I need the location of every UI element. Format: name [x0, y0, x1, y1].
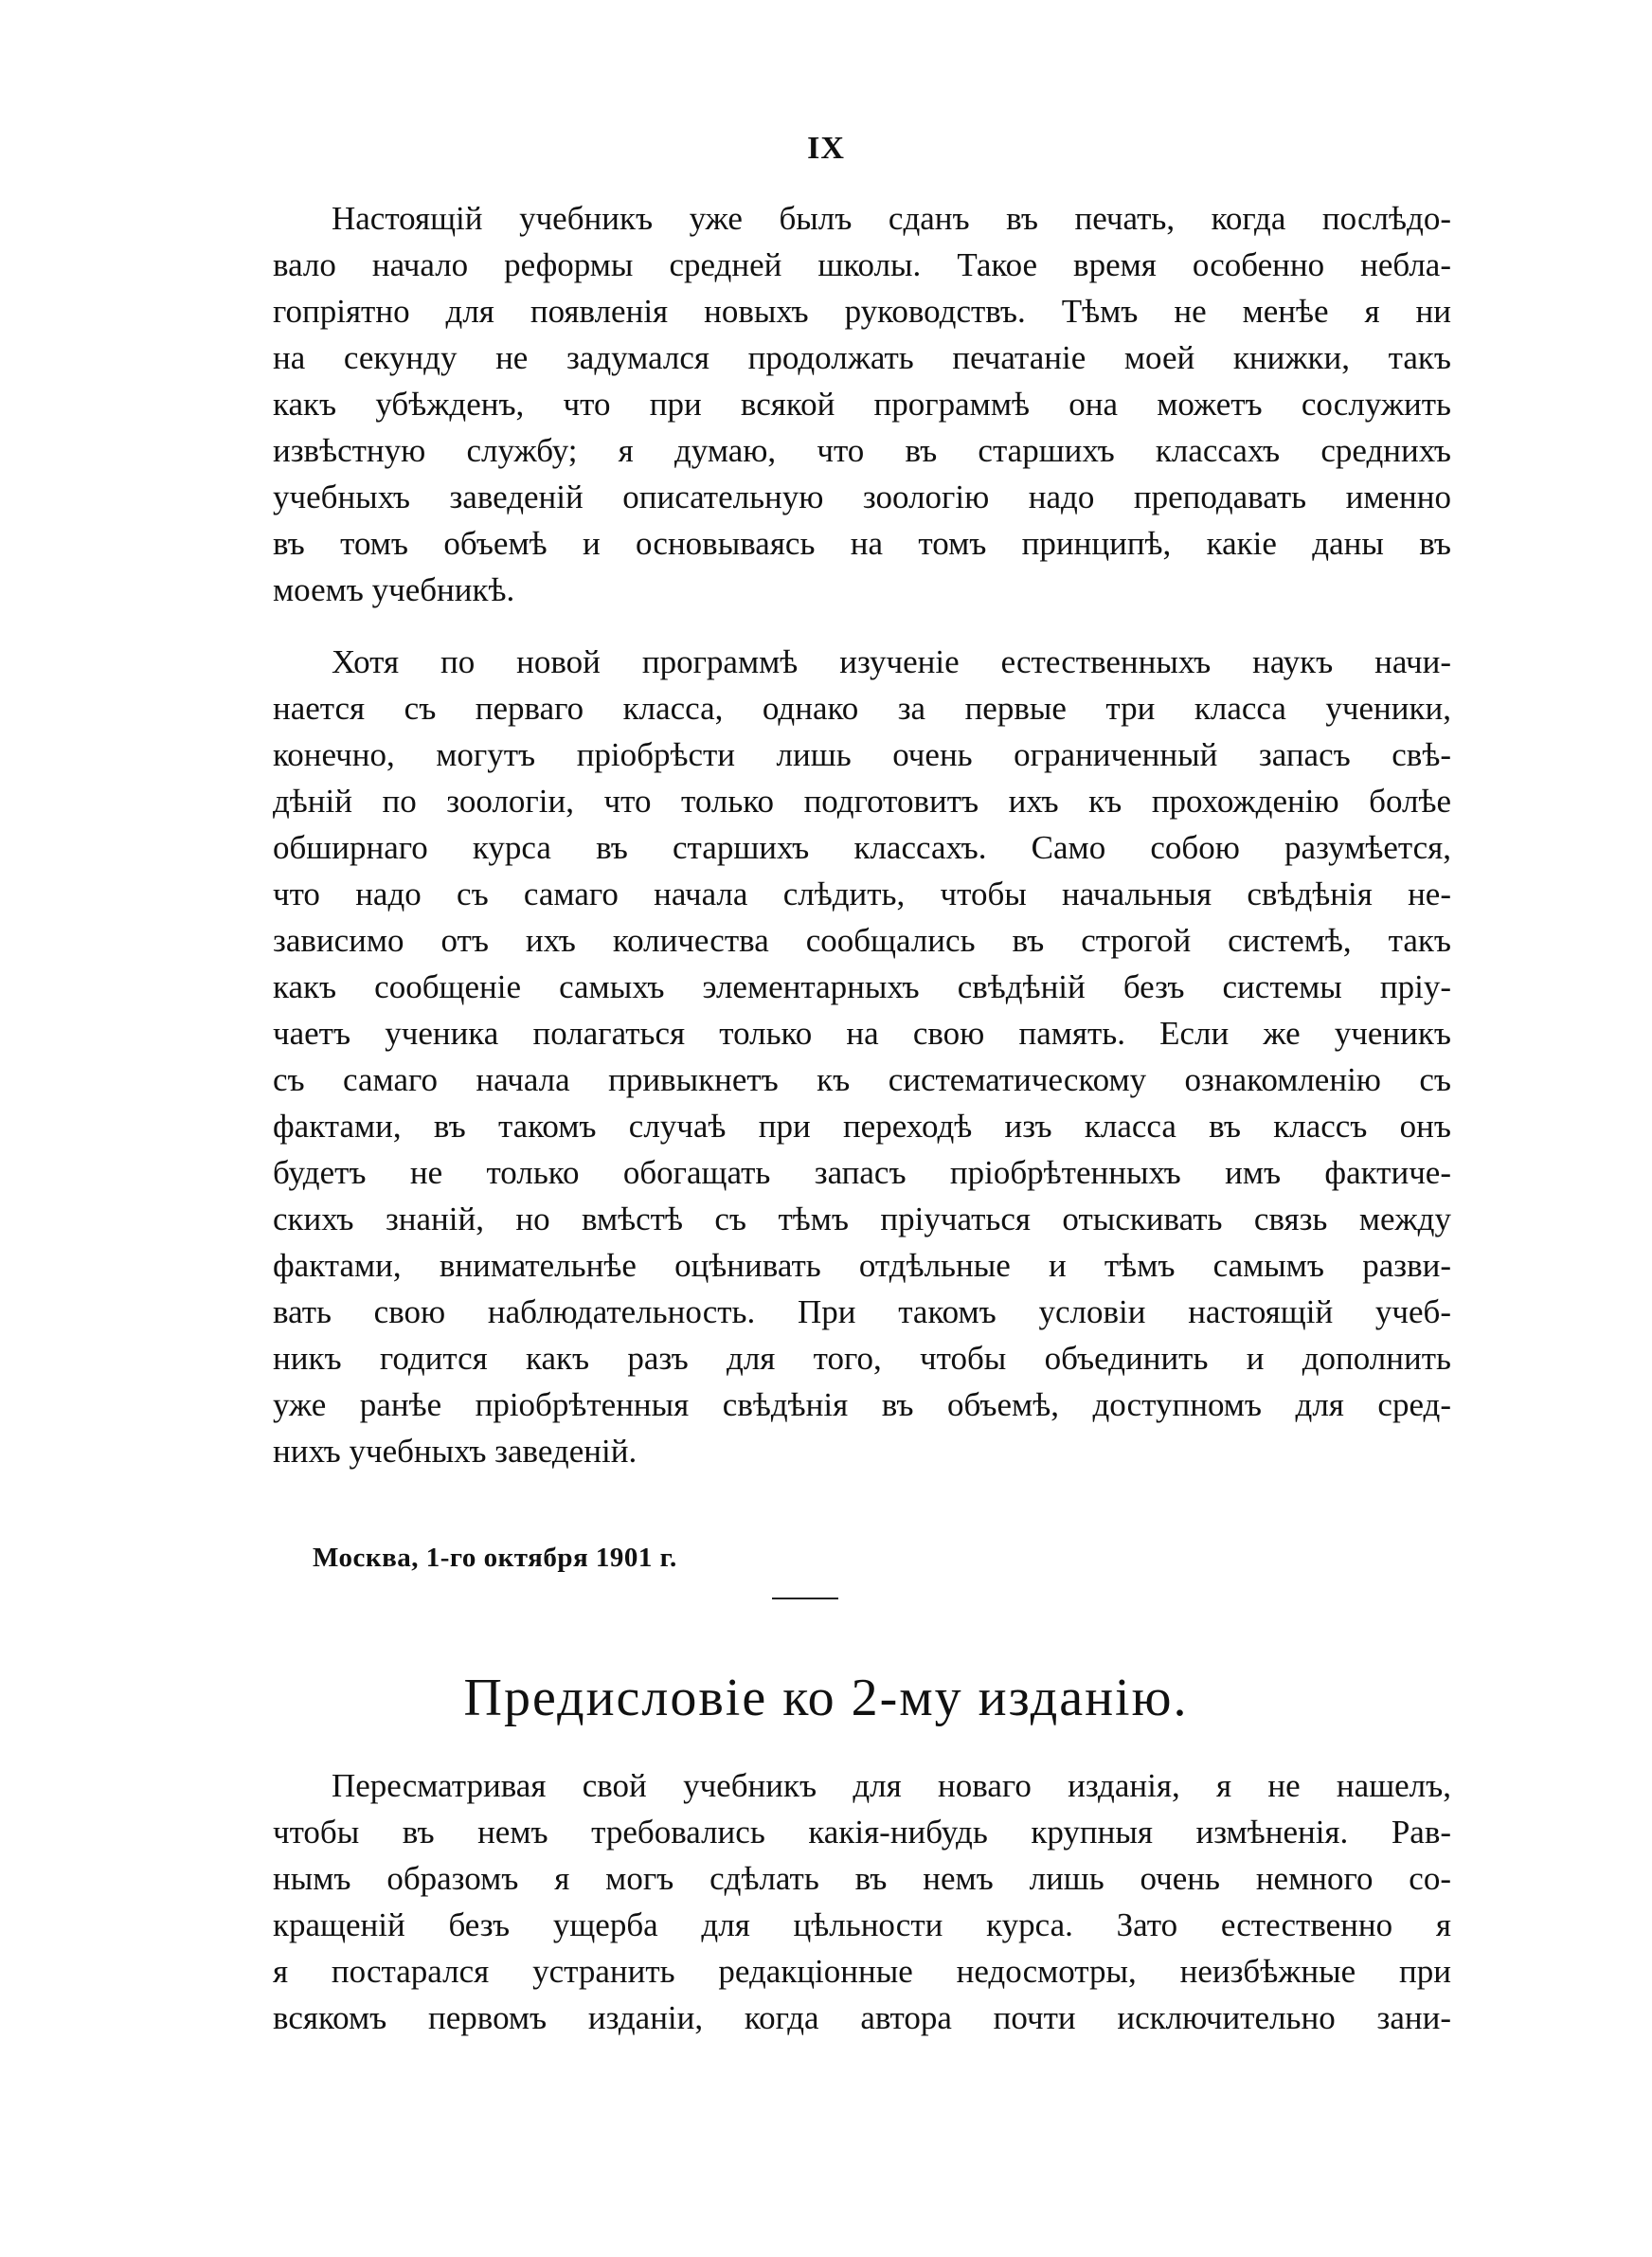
text-line: вать свою наблюдательность. При такомъ условіи настоящій учеб-	[273, 1293, 1451, 1330]
text-line: какъ убѣжденъ, что при всякой программѣ она можетъ сослужить	[273, 386, 1451, 423]
text-line: Хотя по новой программѣ изученіе естественныхъ наукъ начи-	[332, 643, 1451, 680]
text-line: скихъ знаній, но вмѣстѣ съ тѣмъ пріучаться отыскивать связь между	[273, 1201, 1451, 1237]
text-line: я постарался устранить редакціонные недосмотры, неизбѣжные при	[273, 1953, 1451, 1990]
text-line: Настоящій учебникъ уже былъ сданъ въ печать, когда послѣдо-	[332, 200, 1451, 237]
text-line: будетъ не только обогащать запасъ пріобрѣтенныхъ имъ фактиче-	[273, 1154, 1451, 1191]
text-line: Пересматривая свой учебникъ для новаго изданія, я не нашелъ,	[332, 1767, 1451, 1804]
preface-1-paragraph-1	[273, 195, 1451, 613]
text-line: никъ годится какъ разъ для того, чтобы объединить и дополнить	[273, 1340, 1451, 1377]
text-line: моемъ учебникѣ.	[273, 571, 515, 608]
text-line: нается съ перваго класса, однако за первые три класса ученики,	[273, 690, 1451, 727]
text-line: нихъ учебныхъ заведеній.	[273, 1433, 637, 1470]
text-line: уже ранѣе пріобрѣтенныя свѣдѣнія въ объемѣ, доступномъ для сред-	[273, 1386, 1451, 1423]
text-line: извѣстную службу; я думаю, что въ старшихъ классахъ среднихъ	[273, 432, 1451, 469]
text-line: вало начало реформы средней школы. Такое время особенно небла-	[273, 246, 1451, 283]
text-line: чаетъ ученика полагаться только на свою память. Если же ученикъ	[273, 1015, 1451, 1052]
text-line: учебныхъ заведеній описательную зоологію надо преподавать именно	[273, 478, 1451, 515]
text-line: на секунду не задумался продолжать печатаніе моей книжки, такъ	[273, 339, 1451, 376]
preface-2-paragraph-1	[273, 1762, 1451, 2041]
text-line: съ самаго начала привыкнетъ къ систематическому ознакомленію съ	[273, 1061, 1451, 1098]
text-line: въ томъ объемѣ и основываясь на томъ принципѣ, какіе даны въ	[273, 525, 1451, 562]
text-line: дѣній по зоологіи, что только подготовитъ ихъ къ прохожденію болѣе	[273, 783, 1451, 820]
text-line: что надо съ самаго начала слѣдить, чтобы начальныя свѣдѣнія не-	[273, 876, 1451, 912]
text-line: чтобы въ немъ требовались какія-нибудь крупныя измѣненія. Рав-	[273, 1814, 1451, 1851]
text-line: кращеній безъ ущерба для цѣльности курса. Зато естественно я	[273, 1906, 1451, 1943]
text-line: всякомъ первомъ изданіи, когда автора почти исключительно зани-	[273, 1999, 1451, 2036]
text-line: нымъ образомъ я могъ сдѣлать въ немъ лишь очень немного со-	[273, 1860, 1451, 1897]
text-line: конечно, могутъ пріобрѣсти лишь очень ограниченный запасъ свѣ-	[273, 736, 1451, 773]
section-title: Предисловіе ко 2-му изданію.	[463, 1669, 1189, 1727]
text-line: какъ сообщеніе самыхъ элементарныхъ свѣдѣній безъ системы пріу-	[273, 968, 1451, 1005]
section-divider	[772, 1598, 838, 1599]
page-number: IX	[807, 131, 845, 166]
text-line: гопріятно для появленія новыхъ руководствъ. Тѣмъ не менѣе я ни	[273, 293, 1451, 330]
text-line: обширнаго курса въ старшихъ классахъ. Само собою разумѣется,	[273, 829, 1451, 866]
text-line: фактами, внимательнѣе оцѣнивать отдѣльные и тѣмъ самымъ разви-	[273, 1247, 1451, 1284]
signature-place-date: Москва, 1-го октября 1901 г.	[313, 1543, 677, 1573]
text-line: зависимо отъ ихъ количества сообщались въ строгой системѣ, такъ	[273, 922, 1451, 959]
preface-1-paragraph-2	[273, 639, 1451, 1474]
text-line: фактами, въ такомъ случаѣ при переходѣ изъ класса въ классъ онъ	[273, 1108, 1451, 1145]
